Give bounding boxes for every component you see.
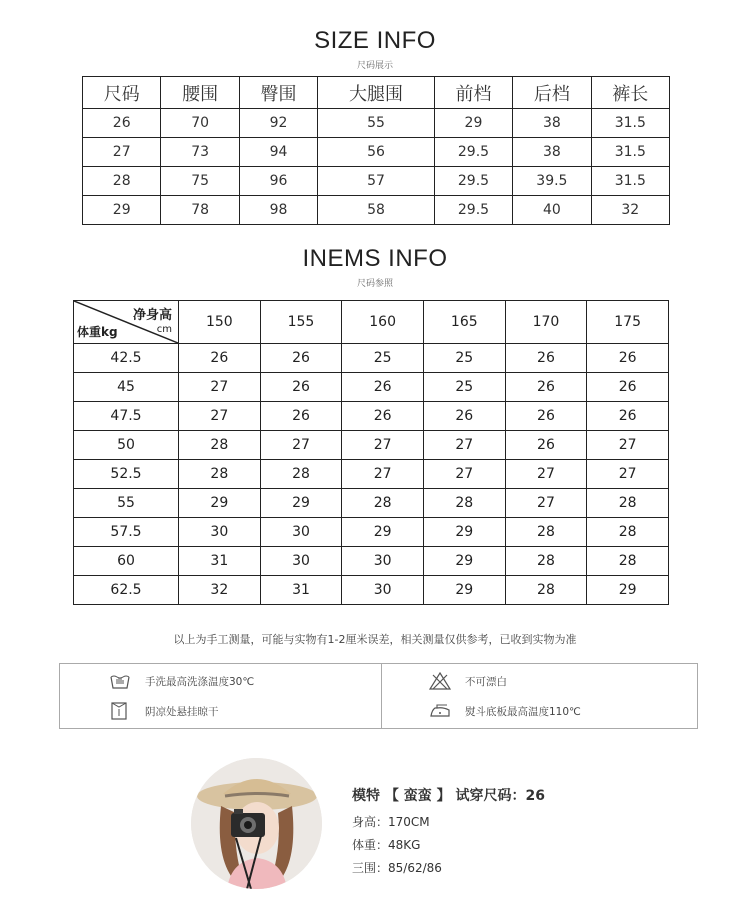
header-cell: 臀围 [239, 77, 317, 109]
table-cell: 98 [239, 196, 317, 225]
table-cell: 26 [505, 373, 587, 402]
table-cell: 31.5 [591, 167, 669, 196]
table-row [74, 431, 669, 460]
model-weight: 体重：48KG [352, 838, 421, 852]
shade-dry-icon [109, 702, 131, 720]
table-cell: 75 [161, 167, 239, 196]
table-cell: 25 [423, 344, 505, 373]
table-cell: 26 [587, 373, 669, 402]
table-cell: 27 [179, 373, 261, 402]
table-row [83, 196, 670, 225]
table-row [74, 576, 669, 605]
table-cell: 28 [342, 489, 424, 518]
size-table [82, 76, 670, 225]
table-cell: 27 [179, 402, 261, 431]
table-cell: 29 [423, 576, 505, 605]
table-cell: 26 [260, 373, 342, 402]
weight-label: 体重kg [77, 325, 118, 339]
care-iron [429, 702, 581, 720]
care-label: 熨斗底板最高温度110℃ [465, 705, 581, 718]
table-cell: 25 [342, 344, 424, 373]
table-cell: 28 [505, 576, 587, 605]
table-cell: 29 [179, 489, 261, 518]
table-cell: 27 [505, 460, 587, 489]
height-unit: cm [156, 324, 172, 335]
header-cell: 大腿围 [318, 77, 435, 109]
table-cell: 28 [260, 460, 342, 489]
table-cell: 26 [587, 344, 669, 373]
height-header: 170 [505, 301, 587, 344]
table-cell: 92 [239, 109, 317, 138]
table-cell: 57 [318, 167, 435, 196]
care-label: 手洗最高洗涤温度30℃ [145, 675, 255, 688]
table-cell: 26 [423, 402, 505, 431]
size-info-subtitle: 尺码展示 [356, 61, 393, 71]
size-table-header [83, 77, 670, 109]
table-cell: 27 [260, 431, 342, 460]
table-cell: 32 [591, 196, 669, 225]
table-cell: 40 [513, 196, 591, 225]
table-row [83, 167, 670, 196]
inems-info-title: INEMS INFO [302, 245, 448, 272]
table-cell: 30 [260, 518, 342, 547]
weight-cell: 60 [74, 547, 179, 576]
weight-cell: 42.5 [74, 344, 179, 373]
table-cell: 39.5 [513, 167, 591, 196]
model-measurements: 三围：85/62/86 [352, 861, 442, 875]
model-photo [191, 758, 322, 889]
weight-cell: 62.5 [74, 576, 179, 605]
table-row [74, 402, 669, 431]
table-cell: 29 [83, 196, 161, 225]
table-cell: 26 [587, 402, 669, 431]
table-cell: 70 [161, 109, 239, 138]
table-cell: 38 [513, 109, 591, 138]
table-cell: 29 [587, 576, 669, 605]
header-cell: 尺码 [83, 77, 161, 109]
table-cell: 29.5 [434, 196, 512, 225]
care-hand-wash [109, 672, 254, 690]
table-cell: 96 [239, 167, 317, 196]
care-instructions-box [59, 663, 698, 729]
table-row [74, 547, 669, 576]
weight-cell: 50 [74, 431, 179, 460]
corner-cell [74, 301, 179, 344]
table-cell: 30 [342, 547, 424, 576]
weight-cell: 52.5 [74, 460, 179, 489]
model-height: 身高：170CM [352, 815, 430, 829]
table-cell: 73 [161, 138, 239, 167]
table-cell: 29.5 [434, 138, 512, 167]
table-cell: 28 [505, 547, 587, 576]
table-cell: 26 [179, 344, 261, 373]
table-cell: 26 [342, 373, 424, 402]
header-cell: 腰围 [161, 77, 239, 109]
table-cell: 29 [434, 109, 512, 138]
table-row [74, 518, 669, 547]
table-cell: 26 [260, 402, 342, 431]
inems-table-header [74, 301, 669, 344]
height-header: 175 [587, 301, 669, 344]
inems-info-subtitle: 尺码参照 [356, 279, 393, 289]
weight-cell: 55 [74, 489, 179, 518]
table-cell: 58 [318, 196, 435, 225]
table-cell: 27 [423, 460, 505, 489]
table-cell: 30 [260, 547, 342, 576]
table-cell: 28 [179, 431, 261, 460]
table-cell: 30 [342, 576, 424, 605]
height-header: 160 [342, 301, 424, 344]
table-cell: 31.5 [591, 109, 669, 138]
table-cell: 56 [318, 138, 435, 167]
table-cell: 29 [423, 547, 505, 576]
height-header: 155 [260, 301, 342, 344]
weight-cell: 45 [74, 373, 179, 402]
table-cell: 29 [260, 489, 342, 518]
header-cell: 前档 [434, 77, 512, 109]
table-cell: 55 [318, 109, 435, 138]
table-row [74, 460, 669, 489]
table-cell: 27 [423, 431, 505, 460]
table-row [74, 344, 669, 373]
table-cell: 27 [587, 460, 669, 489]
table-cell: 28 [587, 489, 669, 518]
weight-cell: 47.5 [74, 402, 179, 431]
table-cell: 27 [342, 431, 424, 460]
height-header: 150 [179, 301, 261, 344]
table-cell: 30 [179, 518, 261, 547]
care-shade-dry [109, 702, 219, 720]
header-cell: 后档 [513, 77, 591, 109]
table-cell: 25 [423, 373, 505, 402]
hand-wash-icon [109, 672, 131, 690]
table-cell: 27 [83, 138, 161, 167]
table-cell: 26 [342, 402, 424, 431]
table-cell: 27 [505, 489, 587, 518]
table-cell: 38 [513, 138, 591, 167]
table-row [74, 373, 669, 402]
inems-table [73, 300, 669, 605]
size-info-title: SIZE INFO [314, 27, 436, 54]
header-cell: 裤长 [591, 77, 669, 109]
table-cell: 26 [505, 344, 587, 373]
table-cell: 78 [161, 196, 239, 225]
table-cell: 28 [179, 460, 261, 489]
table-cell: 31.5 [591, 138, 669, 167]
table-row [83, 138, 670, 167]
care-no-bleach [429, 672, 507, 690]
table-cell: 28 [423, 489, 505, 518]
table-row [74, 489, 669, 518]
table-cell: 31 [260, 576, 342, 605]
table-cell: 27 [342, 460, 424, 489]
table-row [83, 109, 670, 138]
height-label: 净身高 [132, 308, 172, 323]
table-cell: 29 [423, 518, 505, 547]
table-cell: 28 [587, 547, 669, 576]
table-cell: 28 [83, 167, 161, 196]
iron-icon [429, 702, 451, 720]
height-header: 165 [423, 301, 505, 344]
table-cell: 27 [587, 431, 669, 460]
model-headline: 模特 【 蛮蛮 】 试穿尺码：26 [352, 788, 545, 804]
care-label: 阴凉处悬挂晾干 [145, 705, 219, 718]
table-cell: 26 [505, 402, 587, 431]
weight-cell: 57.5 [74, 518, 179, 547]
care-label: 不可漂白 [465, 675, 507, 688]
measurement-note: 以上为手工测量，可能与实物有1-2厘米误差，相关测量仅供参考，已收到实物为准 [173, 633, 577, 646]
table-cell: 26 [260, 344, 342, 373]
no-bleach-icon [429, 672, 451, 690]
table-cell: 31 [179, 547, 261, 576]
table-cell: 29 [342, 518, 424, 547]
care-divider [381, 664, 382, 728]
table-cell: 29.5 [434, 167, 512, 196]
table-cell: 28 [505, 518, 587, 547]
table-cell: 26 [83, 109, 161, 138]
table-cell: 32 [179, 576, 261, 605]
table-cell: 26 [505, 431, 587, 460]
table-cell: 28 [587, 518, 669, 547]
table-cell: 94 [239, 138, 317, 167]
